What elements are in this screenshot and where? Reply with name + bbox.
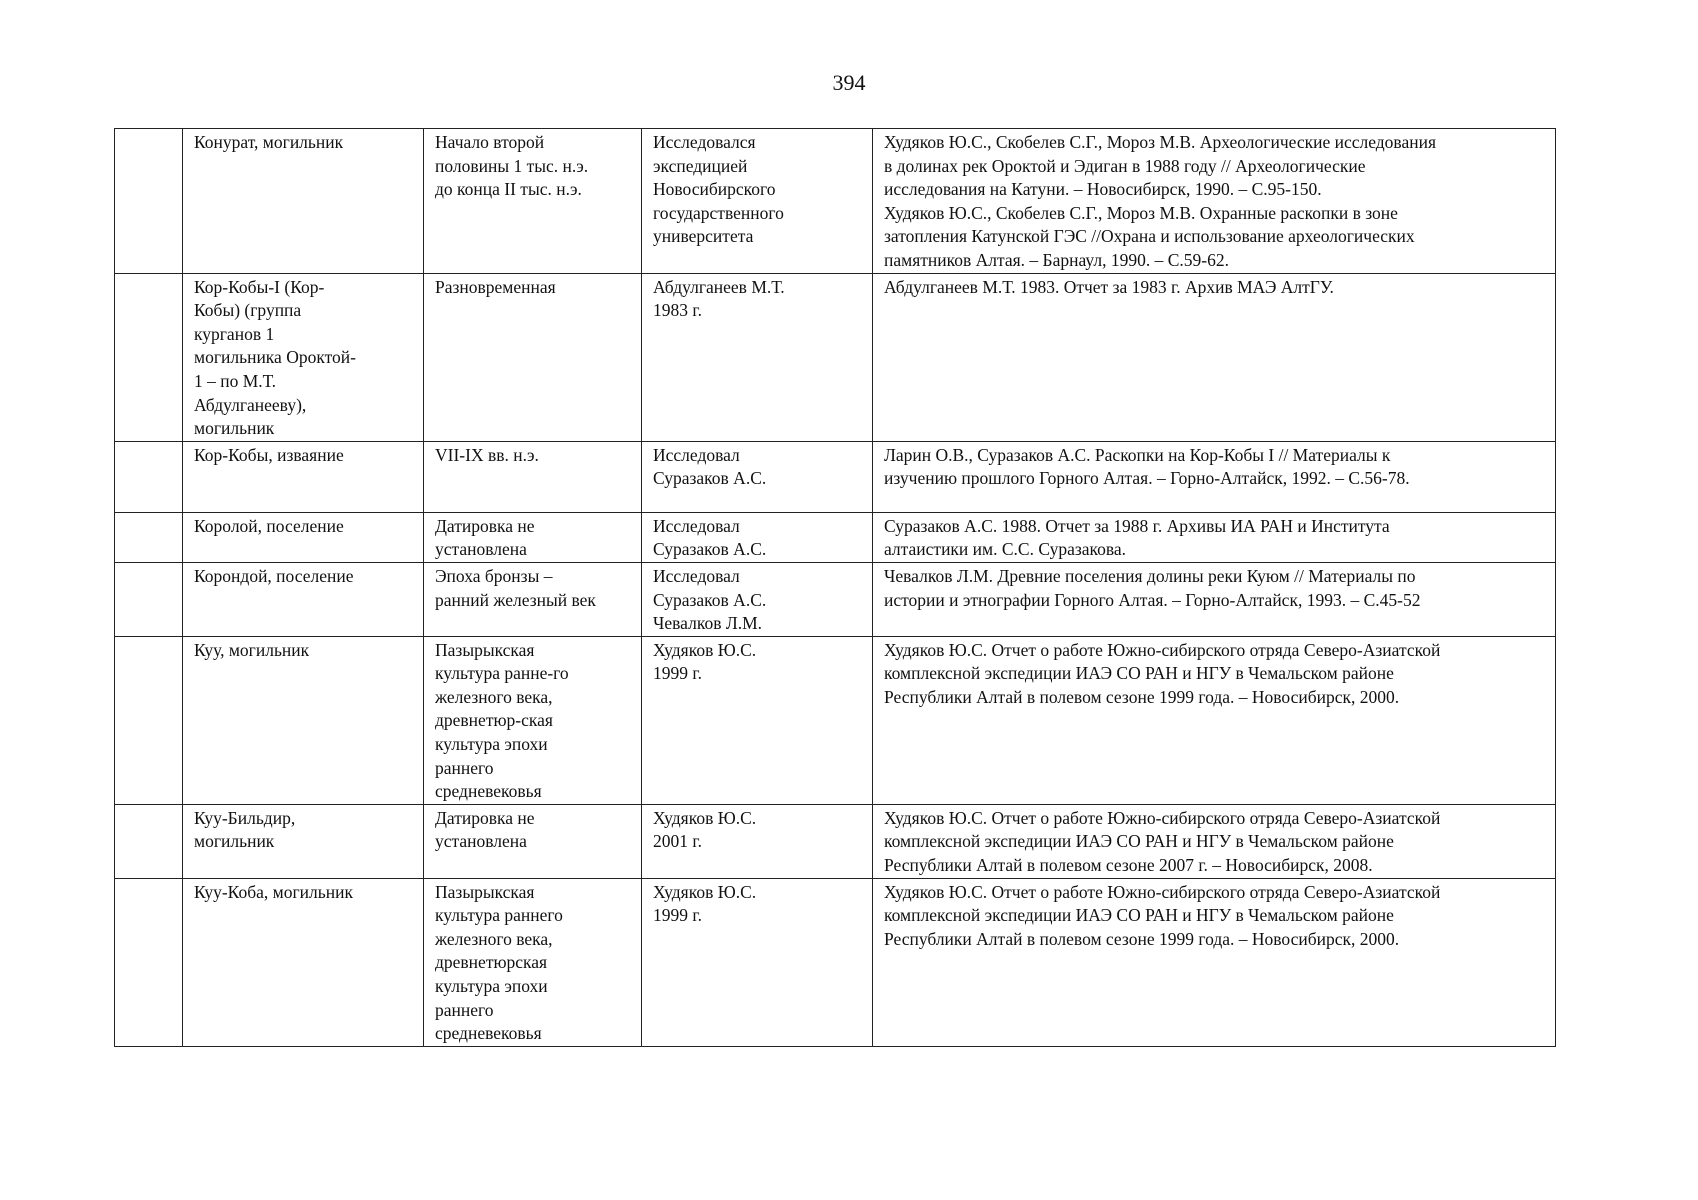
monument-name-cell bbox=[183, 562, 424, 636]
dating-cell bbox=[424, 562, 642, 636]
cell-text-line: Пазырыкская bbox=[435, 639, 535, 660]
cell-text-line: древнетюрская bbox=[435, 952, 548, 973]
cell-text-line: Начало второй bbox=[435, 132, 545, 152]
monument-name-cell bbox=[183, 512, 424, 562]
cell-text-line: в долинах рек Ороктой и Эдиган в 1988 году // Археологические bbox=[884, 155, 1366, 176]
cell-text-line: экспедицией bbox=[653, 155, 748, 176]
table-row bbox=[115, 804, 1556, 878]
dating-cell bbox=[424, 512, 642, 562]
number-cell bbox=[115, 562, 183, 636]
cell-text-line: затопления Катунской ГЭС //Охрана и использование археологических bbox=[884, 226, 1415, 247]
monument-name-cell bbox=[183, 804, 424, 878]
dating-cell bbox=[424, 636, 642, 804]
cell-text-line: 1999 г. bbox=[653, 663, 702, 684]
cell-text-line: Худяков Ю.С. Отчет о работе Южно-сибирского отряда Северо-Азиатской bbox=[884, 807, 1441, 828]
cell-text-line: Суразаков А.С. bbox=[653, 468, 767, 489]
cell-text-line: памятников Алтая. – Барнаул, 1990. – С.59-62. bbox=[884, 249, 1229, 270]
research-cell bbox=[642, 878, 873, 1046]
cell-text-line: культура ранне-го bbox=[435, 663, 569, 684]
cell-text-line: алтаистики им. С.С. Суразакова. bbox=[884, 539, 1127, 560]
literature-cell bbox=[873, 636, 1556, 804]
dating-cell bbox=[424, 804, 642, 878]
cell-text-line: Худяков Ю.С., Скобелев С.Г., Мороз М.В. Охранные раскопки в зоне bbox=[884, 202, 1398, 223]
dating-cell bbox=[424, 441, 642, 512]
dating-cell bbox=[424, 129, 642, 274]
cell-text-line: железного века, bbox=[435, 686, 553, 707]
literature-cell bbox=[873, 562, 1556, 636]
table-row bbox=[115, 562, 1556, 636]
cell-text-line: Худяков Ю.С. Отчет о работе Южно-сибирского отряда Северо-Азиатской bbox=[884, 639, 1441, 660]
literature-cell bbox=[873, 129, 1556, 274]
cell-text-line: Суразаков А.С. bbox=[653, 539, 767, 560]
cell-text-line: установлена bbox=[435, 539, 527, 560]
cell-text-line: Конурат, могильник bbox=[194, 132, 344, 152]
cell-text-line: Исследовался bbox=[653, 132, 756, 152]
cell-text-line: Новосибирского bbox=[653, 179, 776, 200]
cell-text-line: государственного bbox=[653, 202, 784, 223]
cell-text-line: курганов 1 bbox=[194, 323, 275, 344]
table-row bbox=[115, 441, 1556, 512]
cell-text-line: Абдулганеев М.Т. bbox=[653, 276, 785, 297]
cell-text-line: истории и этнографии Горного Алтая. – Горно-Алтайск, 1993. – С.45-52 bbox=[884, 589, 1421, 610]
cell-text-line: культура раннего bbox=[435, 905, 563, 926]
cell-text-line: Исследовал bbox=[653, 565, 740, 586]
literature-cell bbox=[873, 512, 1556, 562]
cell-text-line: до конца II тыс. н.э. bbox=[435, 179, 582, 200]
literature-cell bbox=[873, 804, 1556, 878]
cell-text-line: 2001 г. bbox=[653, 831, 702, 852]
cell-text-line: комплексной экспедиции ИАЭ СО РАН и НГУ в Чемальском районе bbox=[884, 831, 1394, 852]
cell-text-line: 1 – по М.Т. bbox=[194, 370, 276, 391]
cell-text-line: железного века, bbox=[435, 928, 553, 949]
monument-name-cell bbox=[183, 878, 424, 1046]
cell-text-line: Ларин О.В., Суразаков А.С. Раскопки на Кор-Кобы I // Материалы к bbox=[884, 444, 1391, 465]
monument-name-cell bbox=[183, 273, 424, 441]
cell-text-line: VII-IX вв. н.э. bbox=[435, 444, 539, 465]
monuments-table bbox=[114, 128, 1556, 1047]
monument-name-cell bbox=[183, 636, 424, 804]
cell-text-line: Чевалков Л.М. bbox=[653, 613, 763, 634]
cell-text-line: 1999 г. bbox=[653, 905, 702, 926]
research-cell bbox=[642, 273, 873, 441]
table-row bbox=[115, 512, 1556, 562]
cell-text-line: установлена bbox=[435, 831, 527, 852]
cell-text-line: Куу, могильник bbox=[194, 639, 310, 660]
cell-text-line: исследования на Катуни. – Новосибирск, 1990. – С.95-150. bbox=[884, 179, 1322, 200]
literature-cell bbox=[873, 878, 1556, 1046]
cell-text-line: Разновременная bbox=[435, 276, 556, 297]
monument-name-cell bbox=[183, 129, 424, 274]
literature-cell bbox=[873, 273, 1556, 441]
cell-text-line: Худяков Ю.С. bbox=[653, 639, 757, 660]
number-cell bbox=[115, 129, 183, 274]
research-cell bbox=[642, 129, 873, 274]
monuments-table-body bbox=[115, 129, 1556, 1047]
cell-text-line: 1983 г. bbox=[653, 300, 702, 321]
cell-text-line: Датировка не bbox=[435, 807, 535, 828]
dating-cell bbox=[424, 878, 642, 1046]
cell-text-line: Исследовал bbox=[653, 515, 740, 536]
cell-text-line: изучению прошлого Горного Алтая. – Горно-Алтайск, 1992. – С.56-78. bbox=[884, 468, 1410, 489]
dating-cell bbox=[424, 273, 642, 441]
cell-text-line: Худяков Ю.С. bbox=[653, 881, 757, 902]
cell-text-line: Исследовал bbox=[653, 444, 740, 465]
page-number: 394 bbox=[832, 70, 866, 95]
cell-text-line: Суразаков А.С. bbox=[653, 589, 767, 610]
cell-text-line: Куу-Коба, могильник bbox=[194, 881, 353, 902]
cell-text-line: Корондой, поселение bbox=[194, 565, 354, 586]
cell-text-line: Датировка не bbox=[435, 515, 535, 536]
cell-text-line: Кор-Кобы, изваяние bbox=[194, 444, 344, 465]
literature-cell bbox=[873, 441, 1556, 512]
cell-text-line: Пазырыкская bbox=[435, 881, 535, 902]
cell-text-line: раннего bbox=[435, 757, 494, 778]
cell-text-line: древнетюр-ская bbox=[435, 710, 553, 731]
number-cell bbox=[115, 512, 183, 562]
number-cell bbox=[115, 441, 183, 512]
cell-text-line: Абдулганеев М.Т. 1983. Отчет за 1983 г. Архив МАЭ АлтГУ. bbox=[884, 276, 1334, 297]
monument-name-cell bbox=[183, 441, 424, 512]
cell-text-line: Худяков Ю.С. bbox=[653, 807, 757, 828]
cell-text-line: могильник bbox=[194, 418, 275, 439]
cell-text-line: половины 1 тыс. н.э. bbox=[435, 155, 589, 176]
number-cell bbox=[115, 273, 183, 441]
cell-text-line: Чевалков Л.М. Древние поселения долины реки Куюм // Материалы по bbox=[884, 565, 1416, 586]
research-cell bbox=[642, 636, 873, 804]
cell-text-line: могильника Ороктой- bbox=[194, 347, 356, 368]
cell-text-line: университета bbox=[653, 226, 754, 247]
number-cell bbox=[115, 878, 183, 1046]
cell-text-line: Эпоха бронзы – bbox=[435, 565, 553, 586]
number-cell bbox=[115, 804, 183, 878]
cell-text-line: Суразаков А.С. 1988. Отчет за 1988 г. Архивы ИА РАН и Института bbox=[884, 515, 1390, 536]
cell-text-line: комплексной экспедиции ИАЭ СО РАН и НГУ в Чемальском районе bbox=[884, 663, 1394, 684]
cell-text-line: Республики Алтай в полевом сезоне 2007 г. – Новосибирск, 2008. bbox=[884, 855, 1373, 876]
cell-text-line: Кобы) (группа bbox=[194, 300, 302, 321]
cell-text-line: Республики Алтай в полевом сезоне 1999 года. – Новосибирск, 2000. bbox=[884, 686, 1400, 707]
research-cell bbox=[642, 512, 873, 562]
cell-text-line: средневековья bbox=[435, 1023, 542, 1044]
cell-text-line: комплексной экспедиции ИАЭ СО РАН и НГУ в Чемальском районе bbox=[884, 905, 1394, 926]
cell-text-line: культура эпохи bbox=[435, 976, 548, 996]
table-row bbox=[115, 273, 1556, 441]
table-row bbox=[115, 129, 1556, 274]
research-cell bbox=[642, 562, 873, 636]
cell-text-line: Куу-Бильдир, bbox=[194, 807, 296, 828]
cell-text-line: Кор-Кобы-I (Кор- bbox=[194, 276, 325, 297]
cell-text-line: раннего bbox=[435, 999, 494, 1020]
number-cell bbox=[115, 636, 183, 804]
cell-text-line: Худяков Ю.С., Скобелев С.Г., Мороз М.В. Археологические исследования bbox=[884, 132, 1437, 152]
table-row bbox=[115, 636, 1556, 804]
research-cell bbox=[642, 441, 873, 512]
research-cell bbox=[642, 804, 873, 878]
cell-text-line: Абдулганееву), bbox=[194, 394, 307, 415]
table-row bbox=[115, 878, 1556, 1046]
cell-text-line: ранний железный век bbox=[435, 589, 596, 610]
cell-text-line: Республики Алтай в полевом сезоне 1999 года. – Новосибирск, 2000. bbox=[884, 928, 1400, 949]
cell-text-line: средневековья bbox=[435, 781, 542, 802]
cell-text-line: Королой, поселение bbox=[194, 515, 344, 536]
cell-text-line: Худяков Ю.С. Отчет о работе Южно-сибирского отряда Северо-Азиатской bbox=[884, 881, 1441, 902]
cell-text-line: могильник bbox=[194, 831, 275, 852]
cell-text-line: культура эпохи bbox=[435, 734, 548, 755]
